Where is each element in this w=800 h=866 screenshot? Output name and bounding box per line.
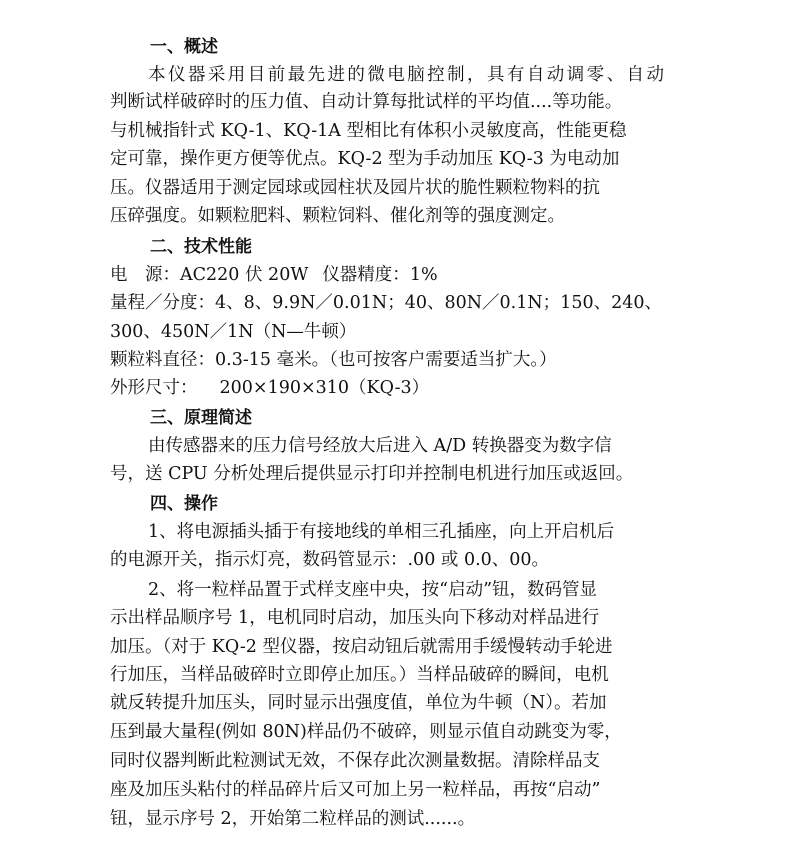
- step1-line-1: 1、将电源插头插于有接地线的单相三孔插座，向上开启机后: [148, 522, 615, 542]
- step1-line-2: 的电源开关，指示灯亮，数码管显示：.00 或 0.0、00。: [110, 550, 550, 570]
- step2-line-5: 就反转提升加压头，同时显示出强度值，单位为牛顿（N）。若加: [110, 693, 607, 713]
- spec-particle-diameter: 颗粒料直径：0.3-15 毫米。（也可按客户需要适当扩大。）: [110, 350, 557, 370]
- overview-line-5: 压。仪器适用于测定园球或园柱状及园片状的脆性颗粒物料的抗: [110, 178, 600, 198]
- accuracy-value: 1%: [409, 265, 438, 285]
- step2-line-1: 2、将一粒样品置于式样支座中央，按“启动”钮，数码管显: [148, 580, 598, 600]
- operation-heading: 四、操作: [150, 494, 218, 514]
- step2-line-9: 钮，显示序号 2，开始第二粒样品的测试......。: [110, 809, 476, 829]
- spec-range-line-1: 量程／分度：4、8、9.9N／0.01N；40、80N／0.1N；150、240、: [110, 293, 662, 313]
- overview-heading: 一、概述: [150, 37, 218, 57]
- power-label: 电 源：: [110, 265, 180, 285]
- principle-line-1: 由传感器来的压力信号经放大后进入 A/D 转换器变为数字信: [148, 436, 612, 456]
- step2-line-8: 座及加压头粘付的样品碎片后又可加上另一粒样品，再按“启动”: [110, 780, 601, 800]
- overview-line-6: 压碎强度。如颗粒肥料、颗粒饲料、催化剂等的强度测定。: [110, 206, 565, 226]
- step2-line-3: 加压。（对于 KQ-2 型仪器，按启动钮后就需用手缓慢转动手轮进: [110, 637, 613, 657]
- dimensions-label: 外形尺寸：: [110, 378, 198, 398]
- overview-line-3: 与机械指针式 KQ-1、KQ-1A 型相比有体积小灵敏度高，性能更稳: [110, 121, 627, 141]
- accuracy-label: 仪器精度：: [322, 265, 410, 285]
- step2-line-6: 压到最大量程(例如 80N)样品仍不破碎，则显示值自动跳变为零，: [110, 722, 622, 742]
- spec-dimensions: [110, 375, 429, 401]
- principle-line-2: 号，送 CPU 分析处理后提供显示打印并控制电机进行加压或返回。: [110, 464, 634, 484]
- spec-range-line-2: 300、450N／1N（N—牛顿）: [110, 322, 357, 342]
- specs-heading: 二、技术性能: [150, 237, 252, 257]
- step2-line-4: 行加压，当样品破碎时立即停止加压。）当样品破碎的瞬间，电机: [110, 665, 609, 685]
- step2-line-7: 同时仪器判断此粒测试无效，不保存此次测量数据。清除样品支: [110, 751, 600, 771]
- overview-line-4: 定可靠，操作更方便等优点。KQ-2 型为手动加压 KQ-3 为电动加: [110, 149, 620, 169]
- overview-line-1: 本仪器采用目前最先进的微电脑控制，具有自动调零、自动: [148, 65, 664, 85]
- power-value: AC220 伏 20W: [180, 265, 309, 285]
- spec-power-and-accuracy: [110, 262, 438, 288]
- overview-line-2: 判断试样破碎时的压力值、自动计算每批试样的平均值....等功能。: [110, 92, 623, 112]
- dimensions-value: 200×190×310（KQ-3）: [219, 378, 430, 398]
- step2-line-2: 示出样品顺序号 1，电机同时启动，加压头向下移动对样品进行: [110, 608, 600, 628]
- principle-heading: 三、原理简述: [150, 408, 252, 428]
